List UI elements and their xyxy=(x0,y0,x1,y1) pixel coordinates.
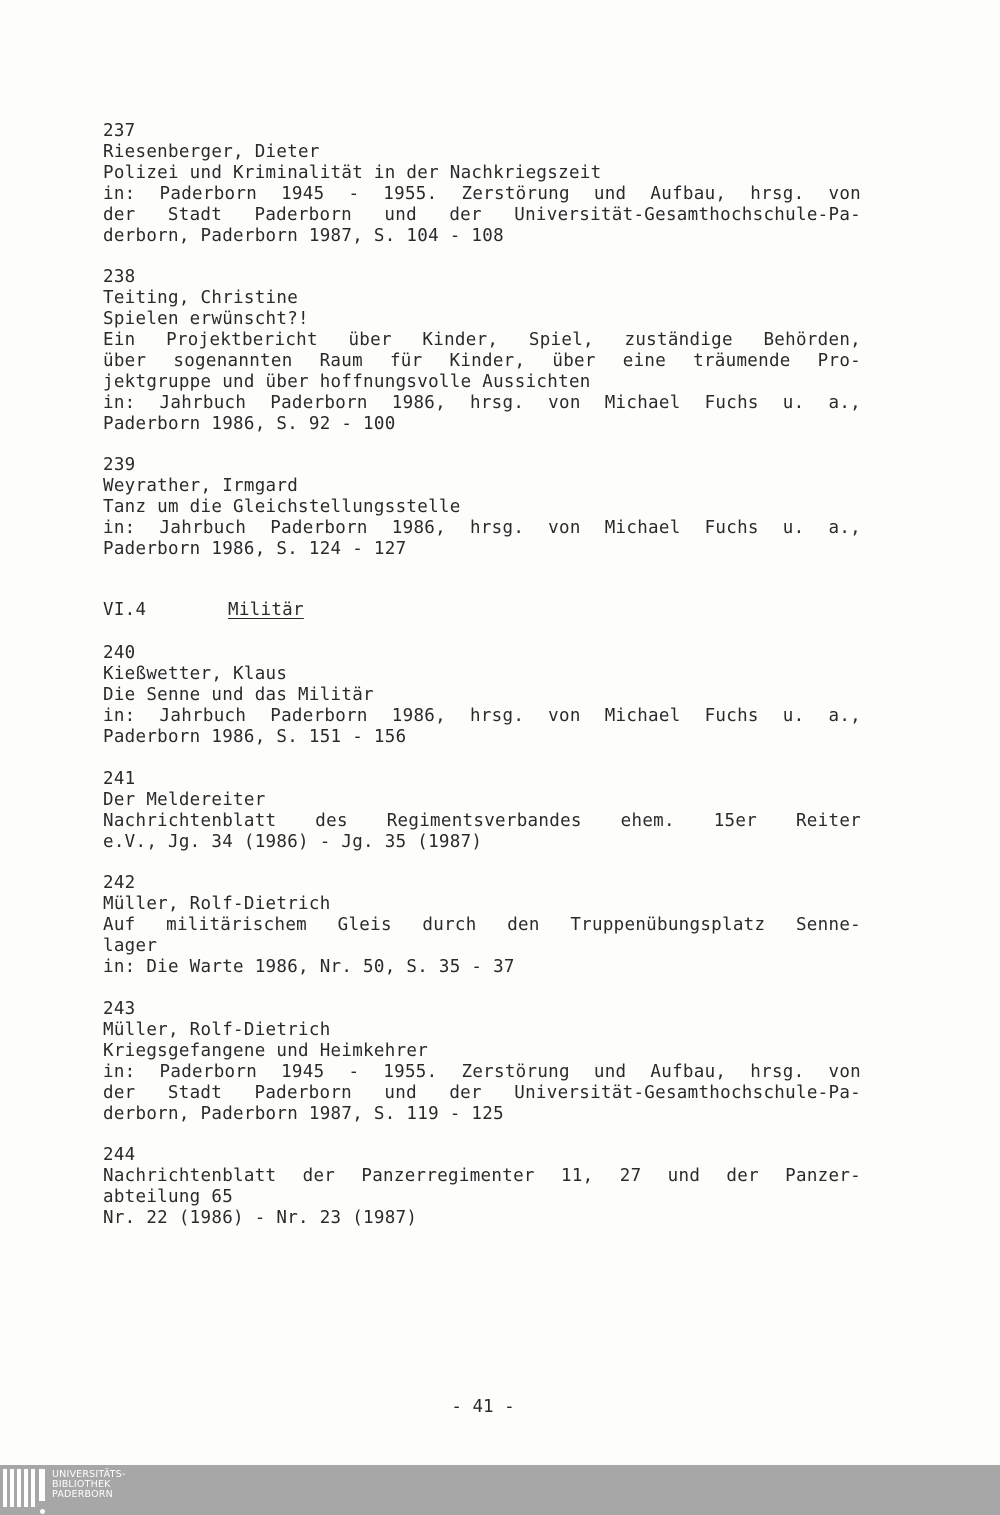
entry-title: Auf militärischem Gleis durch den Truppenübungsplatz Senne- xyxy=(103,915,861,935)
entry-title: Spielen erwünscht?! xyxy=(103,309,309,329)
library-logo-icon xyxy=(3,1469,49,1511)
entry-author: Kießwetter, Klaus xyxy=(103,664,288,684)
entry-author: Müller, Rolf-Dietrich xyxy=(103,894,331,914)
entry-line: der Stadt Paderborn und der Universität-Gesamthochschule-Pa- xyxy=(103,205,861,225)
entry-line: der Stadt Paderborn und der Universität-Gesamthochschule-Pa- xyxy=(103,1083,861,1103)
entry-line: derborn, Paderborn 1987, S. 119 - 125 xyxy=(103,1104,504,1124)
entry-line: über sogenannten Raum für Kinder, über eine träumende Pro- xyxy=(103,351,861,371)
entry-author: Müller, Rolf-Dietrich xyxy=(103,1020,331,1040)
entry-line: Nr. 22 (1986) - Nr. 23 (1987) xyxy=(103,1208,418,1228)
section-title: Militär xyxy=(228,600,304,620)
entry-number: 240 xyxy=(103,643,136,663)
entry-line: Nachrichtenblatt des Regimentsverbandes ehem. 15er Reiter xyxy=(103,811,861,831)
entry-author: Riesenberger, Dieter xyxy=(103,142,320,162)
entry-line: jektgruppe und über hoffnungsvolle Aussichten xyxy=(103,372,591,392)
entry-number: 239 xyxy=(103,455,136,475)
entry-number: 244 xyxy=(103,1145,136,1165)
entry-line: in: Die Warte 1986, Nr. 50, S. 35 - 37 xyxy=(103,957,515,977)
entry-number: 238 xyxy=(103,267,136,287)
entry-number: 241 xyxy=(103,769,136,789)
entry-number: 242 xyxy=(103,873,136,893)
page-number: - 41 - xyxy=(451,1397,515,1417)
entry-line: lager xyxy=(103,936,158,956)
entry-line: derborn, Paderborn 1987, S. 104 - 108 xyxy=(103,226,504,246)
entry-line: Paderborn 1986, S. 124 - 127 xyxy=(103,539,407,559)
entry-title: Die Senne und das Militär xyxy=(103,685,374,705)
entry-title: Tanz um die Gleichstellungsstelle xyxy=(103,497,461,517)
entry-line: e.V., Jg. 34 (1986) - Jg. 35 (1987) xyxy=(103,832,483,852)
entry-line: in: Paderborn 1945 - 1955. Zerstörung und Aufbau, hrsg. von xyxy=(103,184,861,204)
entry-line: in: Jahrbuch Paderborn 1986, hrsg. von Michael Fuchs u. a., xyxy=(103,393,861,413)
section-number: VI.4 xyxy=(103,600,147,620)
entry-line: abteilung 65 xyxy=(103,1187,234,1207)
entry-title: Kriegsgefangene und Heimkehrer xyxy=(103,1041,429,1061)
entry-line: in: Jahrbuch Paderborn 1986, hrsg. von Michael Fuchs u. a., xyxy=(103,518,861,538)
entry-title: Der Meldereiter xyxy=(103,790,266,810)
entry-author: Teiting, Christine xyxy=(103,288,299,308)
entry-line: in: Jahrbuch Paderborn 1986, hrsg. von Michael Fuchs u. a., xyxy=(103,706,861,726)
entry-author: Weyrather, Irmgard xyxy=(103,476,299,496)
entry-number: 243 xyxy=(103,999,136,1019)
logo-text-line: UNIVERSITÄTS- xyxy=(52,1469,126,1480)
logo-text-line: PADERBORN xyxy=(52,1489,113,1500)
entry-line: in: Paderborn 1945 - 1955. Zerstörung und Aufbau, hrsg. von xyxy=(103,1062,861,1082)
entry-title: Nachrichtenblatt der Panzerregimenter 11, 27 und der Panzer- xyxy=(103,1166,861,1186)
entry-line: Ein Projektbericht über Kinder, Spiel, zuständige Behörden, xyxy=(103,330,861,350)
logo-text-line: BIBLIOTHEK xyxy=(52,1479,111,1490)
entry-line: Paderborn 1986, S. 151 - 156 xyxy=(103,727,407,747)
library-logo-text xyxy=(52,1470,125,1500)
library-footer xyxy=(0,1465,1000,1515)
entry-number: 237 xyxy=(103,121,136,141)
entry-line: Paderborn 1986, S. 92 - 100 xyxy=(103,414,396,434)
entry-title: Polizei und Kriminalität in der Nachkriegszeit xyxy=(103,163,602,183)
